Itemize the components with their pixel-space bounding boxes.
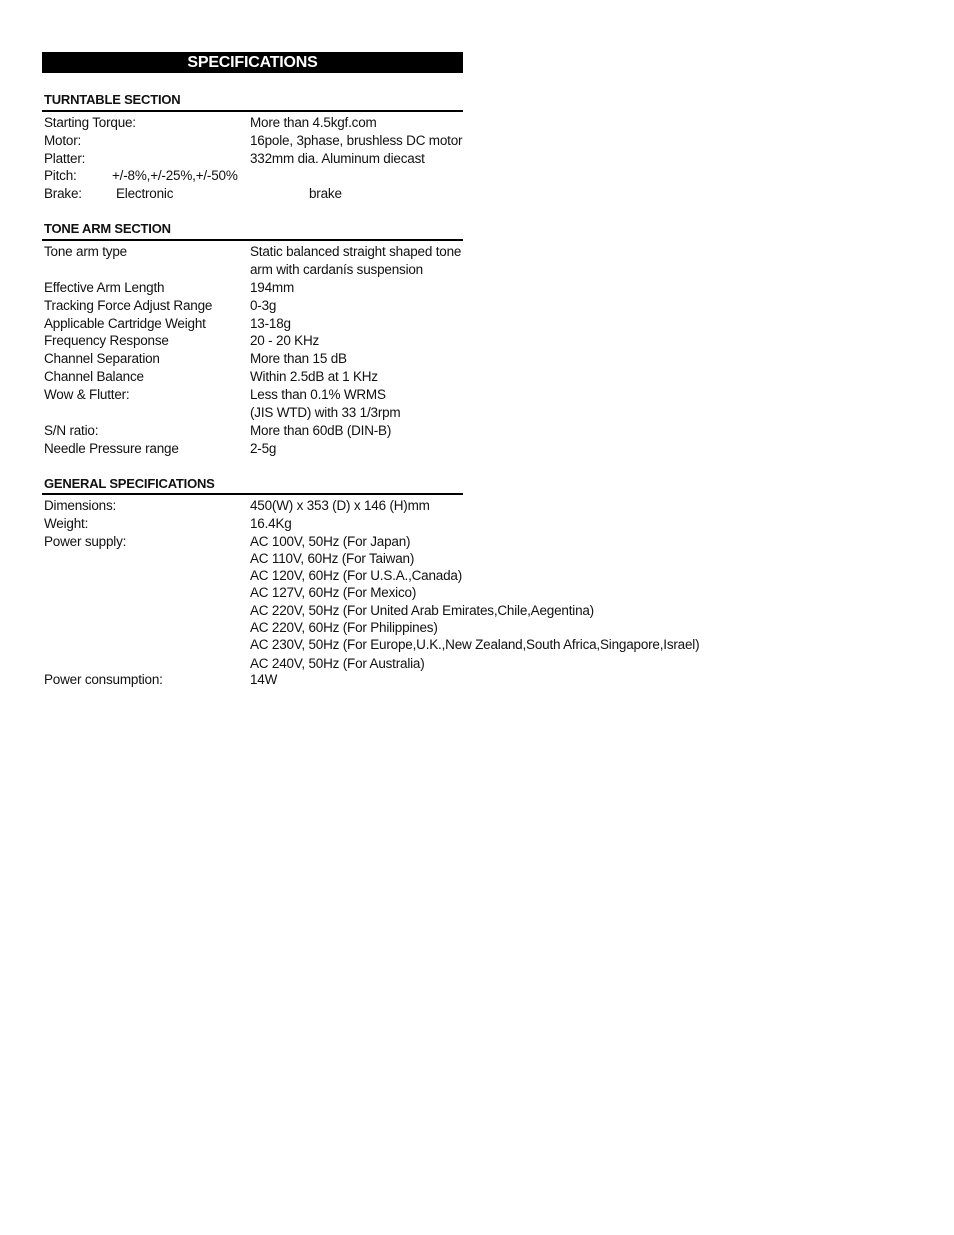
- spec-label: Needle Pressure range: [44, 441, 179, 456]
- spec-value: Less than 0.1% WRMS: [250, 387, 386, 402]
- spec-label: Tone arm type: [44, 244, 127, 259]
- spec-label: Brake:: [44, 186, 82, 201]
- spec-value: 16pole, 3phase, brushless DC motor: [250, 133, 463, 148]
- spec-value: arm with cardanís suspension: [250, 262, 423, 277]
- spec-value: 16.4Kg: [250, 516, 292, 531]
- spec-value: +/-8%,+/-25%,+/-50%: [112, 168, 238, 183]
- spec-value: Static balanced straight shaped tone: [250, 244, 462, 259]
- spec-label: Platter:: [44, 151, 86, 166]
- spec-label: Effective Arm Length: [44, 280, 165, 295]
- section-heading-tone-arm: TONE ARM SECTION: [44, 221, 171, 236]
- spec-label: Channel Separation: [44, 351, 160, 366]
- spec-value: Electronic: [116, 186, 174, 201]
- spec-value: More than 4.5kgf.com: [250, 115, 377, 130]
- spec-label: Tracking Force Adjust Range: [44, 298, 213, 313]
- spec-value: AC 100V, 50Hz (For Japan): [250, 534, 411, 549]
- spec-value: More than 60dB (DIN-B): [250, 423, 392, 438]
- spec-value: 194mm: [250, 280, 295, 295]
- spec-value: AC 220V, 50Hz (For United Arab Emirates,Chile,Aegentina): [250, 603, 594, 618]
- spec-label: Power supply:: [44, 534, 127, 549]
- spec-label: Pitch:: [44, 168, 77, 183]
- spec-value: 13-18g: [250, 316, 291, 331]
- section-heading-turntable: TURNTABLE SECTION: [44, 92, 181, 107]
- spec-value: 14W: [250, 672, 278, 687]
- spec-value: AC 127V, 60Hz (For Mexico): [250, 585, 417, 600]
- spec-label: S/N ratio:: [44, 423, 99, 438]
- spec-label: Frequency Response: [44, 333, 169, 348]
- spec-value: 332mm dia. Aluminum diecast: [250, 151, 425, 166]
- spec-value: (JIS WTD) with 33 1/3rpm: [250, 405, 401, 420]
- spec-value: AC 120V, 60Hz (For U.S.A.,Canada): [250, 568, 463, 583]
- spec-label: Weight:: [44, 516, 89, 531]
- spec-value: brake: [309, 186, 342, 201]
- spec-label: Power consumption:: [44, 672, 163, 687]
- spec-value: More than 15 dB: [250, 351, 347, 366]
- section-rule-tone-arm: [42, 239, 463, 241]
- spec-value: AC 220V, 60Hz (For Philippines): [250, 620, 438, 635]
- spec-value: 2-5g: [250, 441, 277, 456]
- spec-value: AC 110V, 60Hz (For Taiwan): [250, 551, 415, 566]
- spec-value: 0-3g: [250, 298, 277, 313]
- spec-label: Applicable Cartridge Weight: [44, 316, 206, 331]
- spec-label: Channel Balance: [44, 369, 144, 384]
- page-title: SPECIFICATIONS: [42, 52, 463, 73]
- spec-value: 20 - 20 KHz: [250, 333, 320, 348]
- spec-label: Wow & Flutter:: [44, 387, 130, 402]
- spec-value: Within 2.5dB at 1 KHz: [250, 369, 378, 384]
- spec-label: Starting Torque:: [44, 115, 136, 130]
- spec-value: AC 240V, 50Hz (For Australia): [250, 656, 425, 671]
- section-rule-general: [42, 493, 463, 495]
- section-rule-turntable: [42, 110, 463, 112]
- section-heading-general: GENERAL SPECIFICATIONS: [44, 476, 215, 491]
- spec-label: Motor:: [44, 133, 82, 148]
- spec-value: 450(W) x 353 (D) x 146 (H)mm: [250, 498, 430, 513]
- spec-value: AC 230V, 50Hz (For Europe,U.K.,New Zealand,South Africa,Singapore,Israel): [250, 637, 700, 652]
- spec-label: Dimensions:: [44, 498, 117, 513]
